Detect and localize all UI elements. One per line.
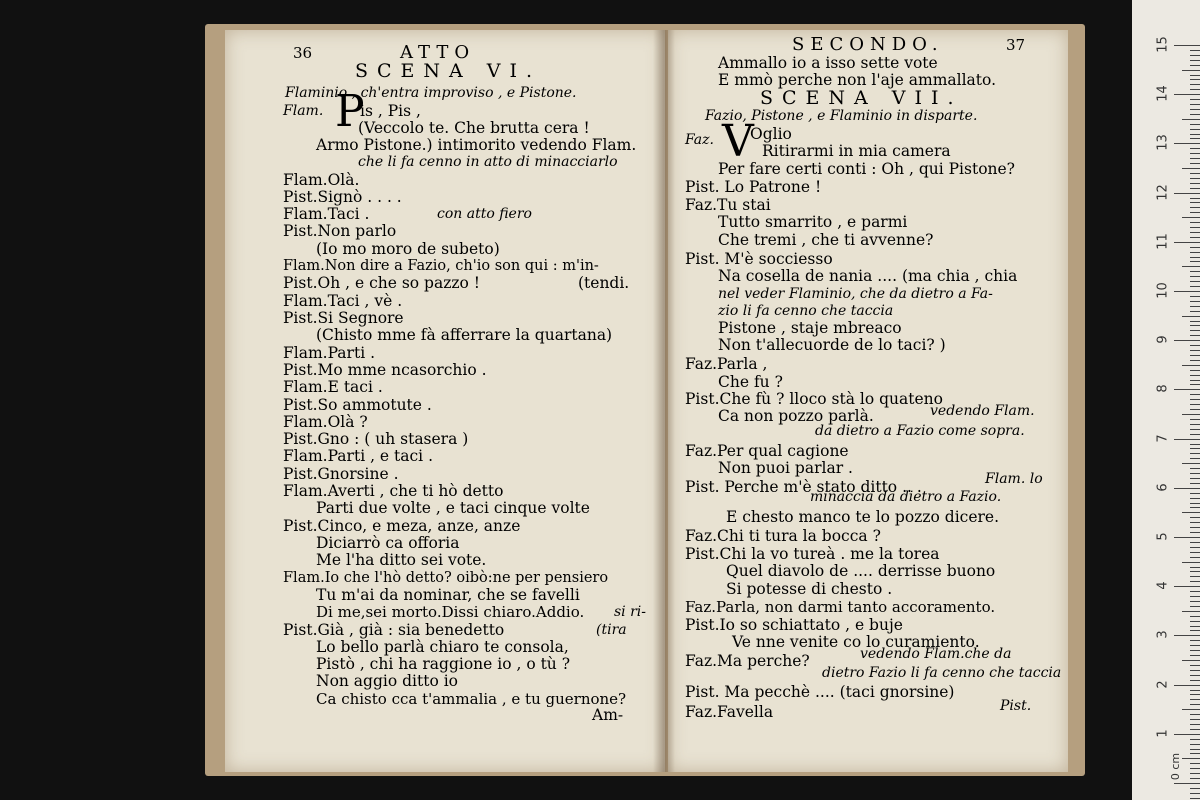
drop-cap-left: P <box>335 86 365 137</box>
ruler-tick <box>1190 75 1200 76</box>
text-line: Di me,sei morto.Dissi chiaro.Addio. <box>316 603 585 621</box>
ruler-tick <box>1190 581 1200 582</box>
drop-cap-right: V <box>722 116 754 167</box>
ruler-tick <box>1190 330 1200 331</box>
ruler-tick <box>1190 744 1200 745</box>
ruler-tick <box>1174 783 1200 784</box>
text-line: Pist.Che fù ? lloco stà lo quateno <box>685 390 943 408</box>
text-line: Flam.Io che l'hò detto? oibò:ne per pensiero <box>283 570 609 586</box>
text-line: Ca chisto cca t'ammalia , e tu guernone? <box>316 690 627 708</box>
ruler-tick <box>1190 114 1200 115</box>
ruler-tick <box>1190 498 1200 499</box>
ruler-tick <box>1190 576 1200 577</box>
text-line: Pist.Mo mme ncasorchio . <box>283 361 487 379</box>
ruler-tick <box>1174 586 1200 587</box>
ruler-tick <box>1190 640 1200 641</box>
ruler-tick <box>1190 645 1200 646</box>
ruler-tick <box>1190 104 1200 105</box>
text-line: Ammallo io a isso sette vote <box>718 54 938 72</box>
ruler-tick <box>1190 188 1200 189</box>
ruler-tick <box>1190 458 1200 459</box>
ruler-tick <box>1182 758 1200 759</box>
ruler-tick <box>1190 453 1200 454</box>
ruler-tick <box>1190 198 1200 199</box>
ruler-tick <box>1190 124 1200 125</box>
ruler-tick <box>1190 483 1200 484</box>
ruler-tick <box>1174 389 1200 390</box>
ruler-tick <box>1182 562 1200 563</box>
ruler-tick <box>1190 478 1200 479</box>
ruler-tick <box>1190 429 1200 430</box>
text-line: Faz.Parla, non darmi tanto accoramento. <box>685 598 996 616</box>
ruler-number: 12 <box>1155 183 1171 201</box>
ruler-tick <box>1190 547 1200 548</box>
ruler-tick <box>1190 212 1200 213</box>
text-line: (Io mo moro de subeto) <box>316 240 500 258</box>
text-line: E chesto manco te lo pozzo dicere. <box>726 508 1000 526</box>
ruler-tick <box>1174 193 1200 194</box>
ruler-tick <box>1190 434 1200 435</box>
ruler-tick <box>1190 719 1200 720</box>
ruler-tick <box>1190 675 1200 676</box>
ruler-tick <box>1190 271 1200 272</box>
ruler-number: 10 <box>1155 282 1171 299</box>
ruler-tick <box>1190 237 1200 238</box>
text-line: is , Pis , <box>360 102 421 120</box>
ruler-tick <box>1190 571 1200 572</box>
text-line: Si potesse di chesto . <box>726 580 893 598</box>
speaker-tag: Faz. <box>685 132 714 148</box>
stage-direction: da dietro a Fazio come sopra. <box>815 423 1025 439</box>
ruler-tick <box>1190 739 1200 740</box>
ruler-tick <box>1190 704 1200 705</box>
ruler-tick <box>1190 84 1200 85</box>
ruler-tick <box>1190 768 1200 769</box>
ruler-tick <box>1174 291 1200 292</box>
ruler-tick <box>1190 473 1200 474</box>
ruler-tick <box>1190 380 1200 381</box>
ruler-tick <box>1190 286 1200 287</box>
ruler-tick <box>1190 552 1200 553</box>
stage-direction: vedendo Flam. <box>930 403 1035 419</box>
text-line: Faz.Ma perche? <box>685 652 810 670</box>
ruler-number: 14 <box>1155 85 1171 102</box>
ruler-tick <box>1190 232 1200 233</box>
text-line: Pist. Ma pecchè .... (taci gnorsine) <box>685 683 955 701</box>
text-line: Tutto smarrito , e parmi <box>718 213 908 231</box>
stage-direction: con atto fiero <box>437 206 532 222</box>
ruler-tick <box>1190 276 1200 277</box>
ruler-tick <box>1190 335 1200 336</box>
ruler-tick <box>1190 134 1200 135</box>
text-line: Non puoi parlar . <box>718 459 853 477</box>
ruler-tick <box>1190 227 1200 228</box>
ruler-tick <box>1174 685 1200 686</box>
text-line: Pist.Signò . . . . <box>283 188 402 206</box>
ruler-tick <box>1190 503 1200 504</box>
ruler-tick <box>1190 690 1200 691</box>
ruler-tick <box>1174 635 1200 636</box>
text-line: Quel diavolo de .... derrisse buono <box>726 562 996 580</box>
ruler-tick <box>1190 252 1200 253</box>
ruler-tick <box>1190 763 1200 764</box>
ruler-tick <box>1190 665 1200 666</box>
ruler-number: 9 <box>1155 335 1171 344</box>
ruler-tick <box>1182 463 1200 464</box>
ruler-tick <box>1190 148 1200 149</box>
ruler-tick <box>1190 384 1200 385</box>
ruler-tick <box>1190 183 1200 184</box>
ruler-tick <box>1190 129 1200 130</box>
ruler-tick <box>1190 60 1200 61</box>
ruler-tick <box>1190 424 1200 425</box>
text-line: Oglio <box>750 125 792 143</box>
ruler-tick <box>1190 281 1200 282</box>
catchword-left: Am- <box>592 706 624 724</box>
ruler-number: 6 <box>1155 483 1171 492</box>
ruler-tick <box>1190 753 1200 754</box>
text-line: Pist. Lo Patrone ! <box>685 178 822 196</box>
ruler-tick <box>1174 340 1200 341</box>
text-line: Pist.Si Segnore <box>283 309 404 327</box>
text-line: Per fare certi conti : Oh , qui Pistone? <box>718 160 1015 178</box>
ruler-tick <box>1190 699 1200 700</box>
page-number-right: 37 <box>1006 36 1026 54</box>
ruler-tick <box>1190 99 1200 100</box>
ruler-tick <box>1174 439 1200 440</box>
text-line: Flam.Olà. <box>283 171 360 189</box>
ruler-tick <box>1190 55 1200 56</box>
text-line: Ve nne venite co lo curamiento. <box>732 633 980 651</box>
ruler-tick <box>1174 734 1200 735</box>
ruler-unit-label: 0 cm <box>1169 752 1183 781</box>
book-gutter <box>653 30 675 772</box>
text-line: Pistò , chi ha raggione io , o tù ? <box>316 655 571 673</box>
ruler-number: 4 <box>1155 581 1171 590</box>
stage-direction: dietro Fazio li fa cenno che taccia <box>822 665 1062 681</box>
running-header-left: ATTO <box>400 42 476 63</box>
ruler-tick <box>1190 532 1200 533</box>
ruler-tick <box>1190 670 1200 671</box>
ruler-tick <box>1190 729 1200 730</box>
stage-direction: Flam. lo <box>985 471 1043 487</box>
ruler-number: 2 <box>1155 679 1171 689</box>
ruler-tick <box>1182 365 1200 366</box>
ruler-tick <box>1190 370 1200 371</box>
ruler-tick <box>1190 345 1200 346</box>
ruler-tick <box>1190 694 1200 695</box>
ruler-tick <box>1190 655 1200 656</box>
stage-direction: nel veder Flaminio, che da dietro a Fa- <box>718 286 993 302</box>
text-line: Na cosella de nania .... (ma chia , chia <box>718 267 1018 285</box>
ruler-number: 8 <box>1155 384 1171 394</box>
text-line: Faz.Parla , <box>685 355 768 373</box>
ruler-tick <box>1190 296 1200 297</box>
ruler-tick <box>1190 109 1200 110</box>
ruler-tick <box>1190 606 1200 607</box>
ruler-tick <box>1190 65 1200 66</box>
text-line: Faz.Favella <box>685 703 774 721</box>
speaker-tag: Flam. <box>283 103 324 119</box>
text-line: Pist.Io so schiattato , e buje <box>685 616 903 634</box>
ruler-tick <box>1190 325 1200 326</box>
text-line: Non t'allecuorde de lo taci? ) <box>718 336 946 354</box>
ruler-tick <box>1190 409 1200 410</box>
page-number-left: 36 <box>293 44 313 62</box>
ruler-tick <box>1174 143 1200 144</box>
text-line: Pist.So ammotute . <box>283 396 432 414</box>
ruler-tick <box>1190 626 1200 627</box>
ruler-tick <box>1190 202 1200 203</box>
ruler-number: 7 <box>1155 433 1171 443</box>
text-line: Che fu ? <box>718 373 783 391</box>
ruler-tick <box>1190 773 1200 774</box>
text-line: Pist.Oh , e che so pazzo ! <box>283 274 481 292</box>
catchword-right: Pist. <box>1000 698 1032 714</box>
text-line: Pist.Chi la vo tureà . me la torea <box>685 545 940 563</box>
ruler-tick <box>1190 399 1200 400</box>
ruler-number: 13 <box>1155 134 1171 152</box>
ruler-tick <box>1190 50 1200 51</box>
text-line: Flaminio , ch'entra improviso , e Pistone. <box>285 85 577 101</box>
text-line: Ca non pozzo parlà. <box>718 407 874 425</box>
text-line: Tu m'ai da nominar, che se favelli <box>316 586 580 604</box>
text-line: Pist.Già , già : sia benedetto <box>283 621 505 639</box>
scene-title-left: SCENA VI. <box>355 60 542 82</box>
ruler-tick <box>1190 542 1200 543</box>
text-line: (tendi. <box>578 274 630 292</box>
ruler-tick <box>1174 45 1200 46</box>
ruler-tick <box>1182 168 1200 169</box>
ruler-tick <box>1182 119 1200 120</box>
ruler-tick <box>1174 488 1200 489</box>
text-line: Parti due volte , e taci cinque volte <box>316 499 590 517</box>
ruler-tick <box>1190 89 1200 90</box>
text-line: Flam.Non dire a Fazio, ch'io son qui : m'in- <box>283 258 599 274</box>
stage-direction: vedendo Flam.che da <box>860 646 1012 662</box>
ruler-tick <box>1182 611 1200 612</box>
text-line: Faz.Per qual cagione <box>685 442 849 460</box>
ruler-tick <box>1182 70 1200 71</box>
ruler-number: 1 <box>1155 729 1171 738</box>
ruler-tick <box>1190 350 1200 351</box>
stage-direction: (tira <box>596 622 627 638</box>
ruler-tick <box>1190 778 1200 779</box>
ruler-tick <box>1190 507 1200 508</box>
ruler-tick <box>1190 591 1200 592</box>
ruler-tick <box>1182 217 1200 218</box>
ruler-tick <box>1190 557 1200 558</box>
ruler-tick <box>1190 311 1200 312</box>
ruler-tick <box>1182 316 1200 317</box>
ruler-tick <box>1190 616 1200 617</box>
text-line: Flam.Parti . <box>283 344 376 362</box>
ruler-tick <box>1190 621 1200 622</box>
text-line: Diciarrò ca offoria <box>316 534 460 552</box>
ruler-tick <box>1190 247 1200 248</box>
ruler-tick <box>1190 448 1200 449</box>
ruler-tick <box>1190 360 1200 361</box>
ruler-tick <box>1190 714 1200 715</box>
ruler-tick <box>1190 596 1200 597</box>
ruler-tick <box>1190 404 1200 405</box>
scene-title-right: SCENA VII. <box>760 87 963 109</box>
text-line: Faz.Chi ti tura la bocca ? <box>685 527 881 545</box>
ruler-tick <box>1190 793 1200 794</box>
text-line: Faz.Tu stai <box>685 196 771 214</box>
text-line: Che tremi , che ti avvenne? <box>718 231 934 249</box>
ruler-tick <box>1190 749 1200 750</box>
text-line: (Veccolo te. Che brutta cera ! <box>358 119 590 137</box>
ruler-tick <box>1190 394 1200 395</box>
ruler-tick <box>1190 222 1200 223</box>
ruler-tick <box>1190 375 1200 376</box>
ruler-number: 3 <box>1155 630 1171 640</box>
ruler-tick <box>1190 567 1200 568</box>
ruler-tick <box>1190 173 1200 174</box>
text-line: Flam.Taci , vè . <box>283 292 403 310</box>
text-line: Flam.E taci . <box>283 378 383 396</box>
ruler-number: 11 <box>1155 233 1171 250</box>
text-line: Non aggio ditto io <box>316 672 458 690</box>
ruler-tick <box>1174 94 1200 95</box>
ruler-tick <box>1190 444 1200 445</box>
ruler-tick <box>1190 138 1200 139</box>
stage-direction: che li fa cenno in atto di minacciarlo <box>358 154 618 170</box>
ruler-tick <box>1182 709 1200 710</box>
ruler-tick <box>1174 242 1200 243</box>
ruler-tick <box>1190 178 1200 179</box>
ruler-tick <box>1190 517 1200 518</box>
ruler-tick <box>1190 798 1200 799</box>
text-line: Ritirarmi in mia camera <box>762 142 951 160</box>
ruler-tick <box>1190 306 1200 307</box>
stage-direction: zio li fa cenno che taccia <box>718 303 894 319</box>
ruler-tick <box>1190 527 1200 528</box>
ruler-tick <box>1190 261 1200 262</box>
ruler-tick <box>1174 537 1200 538</box>
ruler-tick <box>1190 680 1200 681</box>
text-line: Lo bello parlà chiaro te consola, <box>316 638 569 656</box>
ruler-tick <box>1190 788 1200 789</box>
ruler-tick <box>1190 207 1200 208</box>
text-line: Fazio, Pistone , e Flaminio in disparte. <box>705 108 978 124</box>
ruler-tick <box>1190 522 1200 523</box>
text-line: Pist. M'è socciesso <box>685 250 833 268</box>
ruler-tick <box>1182 660 1200 661</box>
ruler-tick <box>1190 79 1200 80</box>
ruler-tick <box>1190 158 1200 159</box>
ruler-tick <box>1182 414 1200 415</box>
ruler-tick <box>1190 355 1200 356</box>
text-line: Flam.Olà ? <box>283 413 368 431</box>
stage-direction: minaccia da dietro a Fazio. <box>810 489 1002 505</box>
ruler-number: 15 <box>1155 36 1171 53</box>
text-line: Pist.Gnorsine . <box>283 465 399 483</box>
text-line: E mmò perche non l'aje ammallato. <box>718 71 997 89</box>
text-line: Me l'ha ditto sei vote. <box>316 551 487 569</box>
ruler-tick <box>1182 512 1200 513</box>
text-line: Pist.Cinco, e meza, anze, anze <box>283 517 521 535</box>
ruler-tick <box>1190 301 1200 302</box>
ruler-tick <box>1190 419 1200 420</box>
stage-direction: si ri- <box>614 604 647 620</box>
ruler-tick <box>1182 266 1200 267</box>
ruler-tick <box>1190 163 1200 164</box>
ruler-tick <box>1190 724 1200 725</box>
text-line: Pist. Perche m'è stato ditto .. . <box>685 478 922 496</box>
text-line: Flam.Taci . <box>283 205 370 223</box>
running-header-right: SECONDO. <box>792 34 944 55</box>
text-line: Flam.Parti , e taci . <box>283 447 433 465</box>
ruler-tick <box>1190 468 1200 469</box>
ruler-tick <box>1190 321 1200 322</box>
ruler-tick <box>1190 493 1200 494</box>
text-line: Armo Pistone.) intimorito vedendo Flam. <box>316 136 637 154</box>
ruler-tick <box>1190 650 1200 651</box>
text-line: Pist.Non parlo <box>283 222 397 240</box>
text-line: (Chisto mme fà afferrare la quartana) <box>316 326 613 344</box>
ruler-tick <box>1190 153 1200 154</box>
text-line: Pistone , staje mbreaco <box>718 319 902 337</box>
ruler-tick <box>1190 630 1200 631</box>
text-line: Flam.Averti , che ti hò detto <box>283 482 504 500</box>
ruler-tick <box>1190 601 1200 602</box>
text-line: Pist.Gno : ( uh stasera ) <box>283 430 469 448</box>
ruler-number: 5 <box>1155 532 1171 541</box>
ruler-tick <box>1190 257 1200 258</box>
